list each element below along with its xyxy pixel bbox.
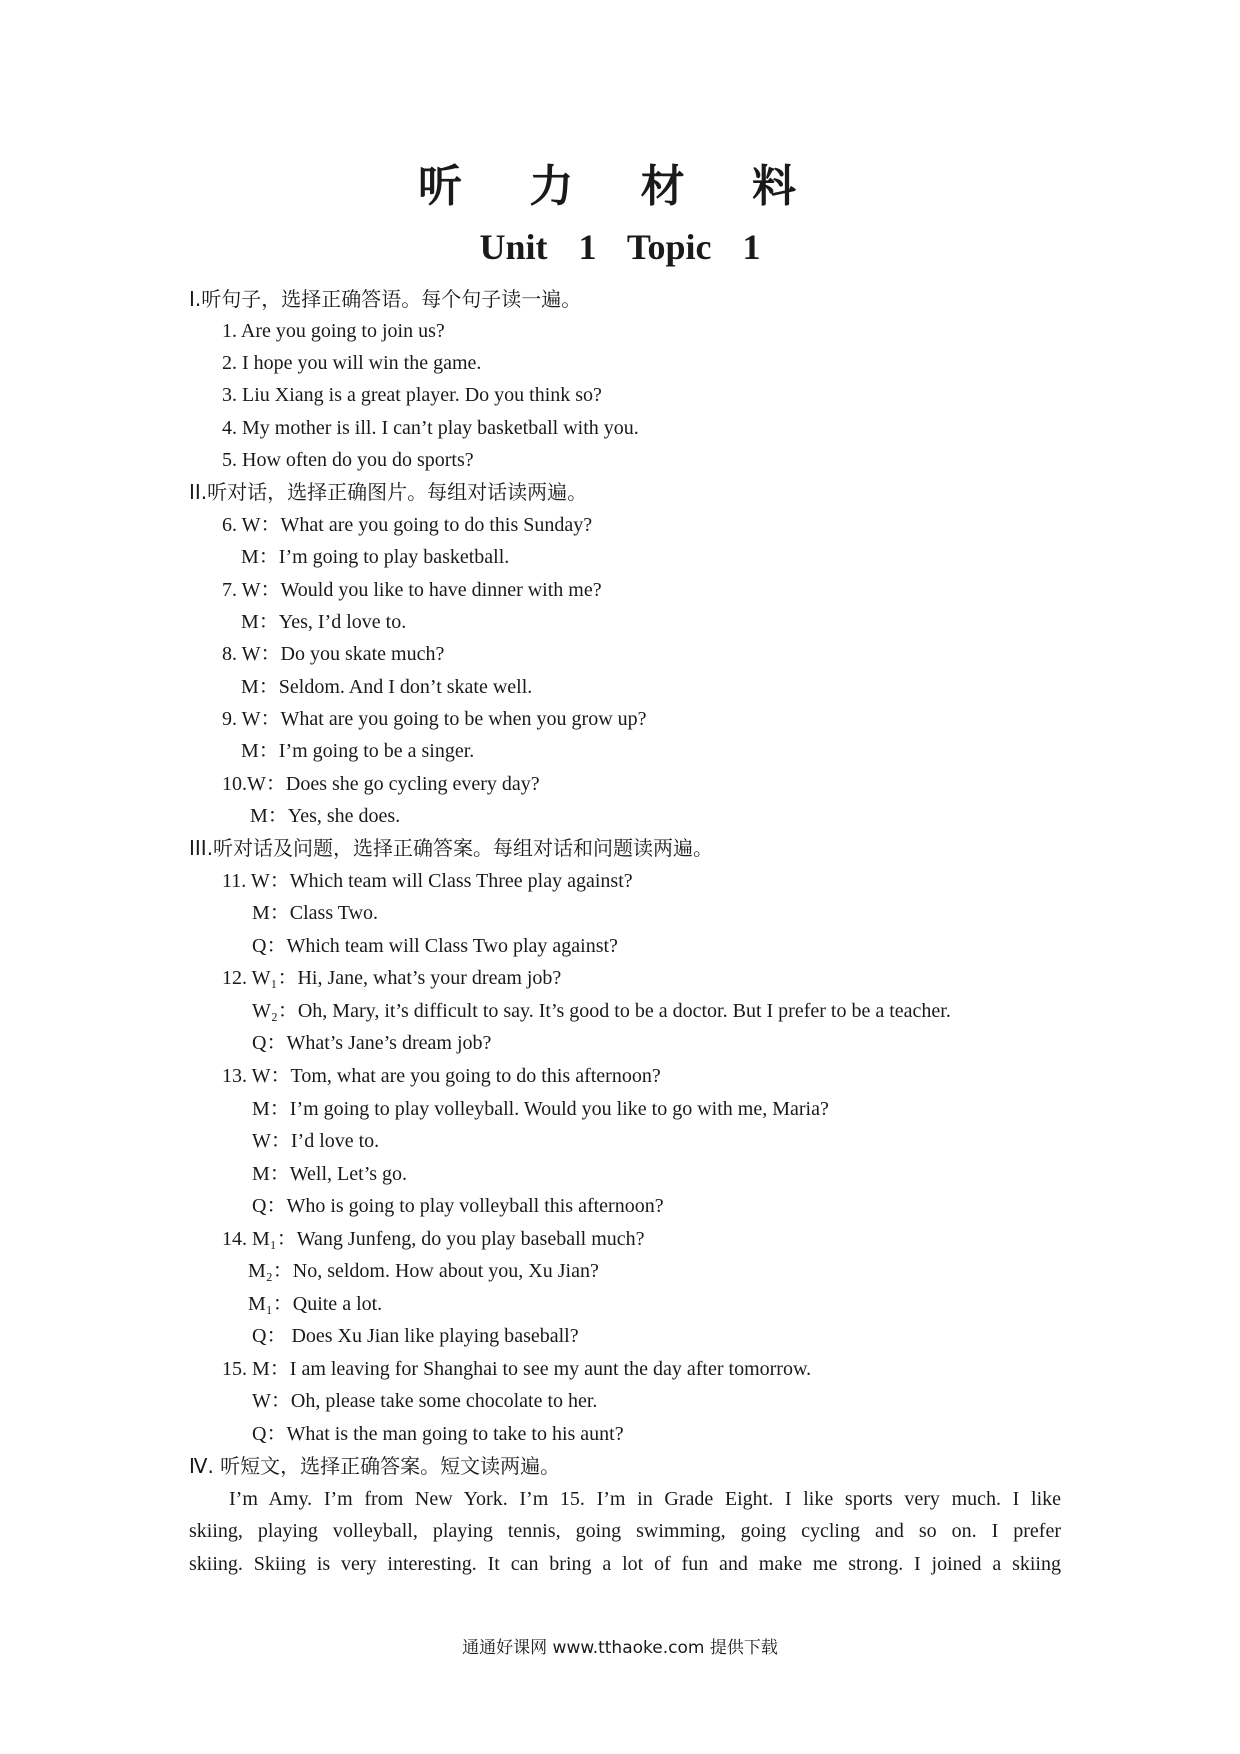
footer-source: 通通好课网 www.tthaoke.com 提供下载 [462,1638,778,1658]
dialogue-line: 8. W：Do you skate much? [222,643,445,665]
section-3-heading: III.听对话及问题，选择正确答案。每组对话和问题读两遍。 [189,836,714,860]
question-line: Q： Does Xu Jian like playing baseball? [252,1325,579,1347]
sentence-item: 1. Are you going to join us? [222,320,445,342]
passage-line: skiing. Skiing is very interesting. It can bring a lot of fun and make me strong. I joined a skiing [189,1553,1061,1575]
dialogue-line: M₁：Quite a lot. [248,1293,383,1315]
question-line: Q：Who is going to play volleyball this afternoon? [252,1195,664,1217]
dialogue-line: 9. W：What are you going to be when you grow up? [222,708,647,730]
sentence-item: 5. How often do you do sports? [222,449,474,471]
sentence-item: 4. My mother is ill. I can’t play basketball with you. [222,417,639,439]
unit-topic-heading: Unit 1 Topic 1 [479,227,761,267]
section-4-heading: Ⅳ. 听短文，选择正确答案。短文读两遍。 [189,1454,561,1478]
dialogue-line: M：I’m going to play basketball. [241,546,510,568]
question-line: Q：What is the man going to take to his aunt? [252,1423,624,1445]
section-1-heading: I.听句子，选择正确答语。每个句子读一遍。 [189,287,582,311]
dialogue-line: M：Well, Let’s go. [252,1163,408,1185]
section-2-heading: II.听对话，选择正确图片。每组对话读两遍。 [189,480,588,504]
dialogue-line: W₂：Oh, Mary, it’s difficult to say. It’s good to be a doctor. But I prefer to be a teacher. [252,1000,951,1022]
dialogue-line: M：Yes, she does. [250,805,401,827]
dialogue-line: W：Oh, please take some chocolate to her. [252,1390,598,1412]
passage-line: skiing, playing volleyball, playing tennis, going swimming, going cycling and so on. I prefer [189,1520,1061,1542]
dialogue-line: 7. W：Would you like to have dinner with me? [222,579,602,601]
dialogue-line: M：Class Two. [252,902,379,924]
dialogue-line: M：I’m going to be a singer. [241,740,475,762]
dialogue-line: 6. W：What are you going to do this Sunday? [222,514,593,536]
passage-line: I’m Amy. I’m from New York. I’m 15. I’m in Grade Eight. I like sports very much. I like [229,1488,1061,1510]
dialogue-line: W：I’d love to. [252,1130,380,1152]
dialogue-line: 11. W：Which team will Class Three play against? [222,870,633,892]
dialogue-line: M₂：No, seldom. How about you, Xu Jian? [248,1260,599,1282]
dialogue-line: 12. W₁：Hi, Jane, what’s your dream job? [222,967,562,989]
dialogue-line: 10.W：Does she go cycling every day? [222,773,540,795]
dialogue-line: M：Yes, I’d love to. [241,611,407,633]
dialogue-line: M：I’m going to play volleyball. Would you like to go with me, Maria? [252,1098,829,1120]
dialogue-line: 15. M：I am leaving for Shanghai to see my aunt the day after tomorrow. [222,1358,812,1380]
question-line: Q：What’s Jane’s dream job? [252,1032,492,1054]
dialogue-line: M：Seldom. And I don’t skate well. [241,676,533,698]
question-line: Q：Which team will Class Two play against? [252,935,618,957]
sentence-item: 2. I hope you will win the game. [222,352,482,374]
page-title: 听 力 材 料 [418,161,822,212]
sentence-item: 3. Liu Xiang is a great player. Do you think so? [222,384,602,406]
dialogue-line: 13. W：Tom, what are you going to do this afternoon? [222,1065,661,1087]
dialogue-line: 14. M₁：Wang Junfeng, do you play baseball much? [222,1228,645,1250]
